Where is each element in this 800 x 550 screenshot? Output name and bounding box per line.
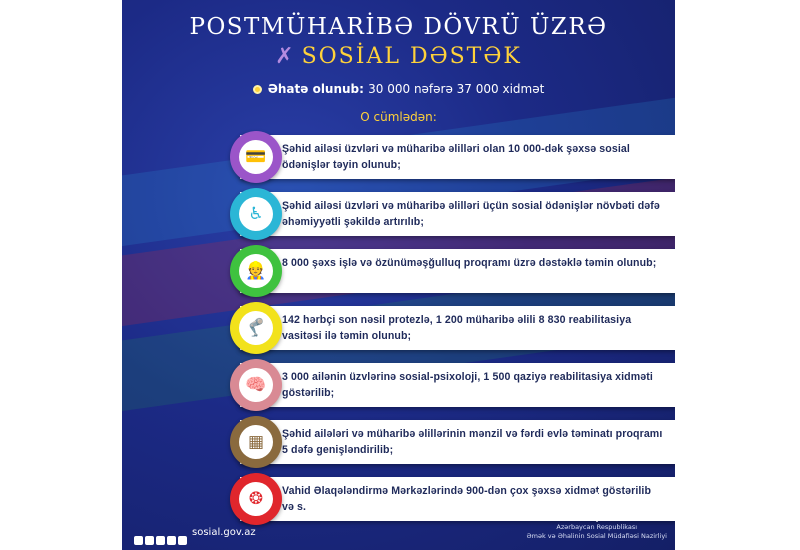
item-icon-badge [230,131,282,183]
list-item [240,363,675,407]
network-icon: ❂ [248,489,264,509]
coverage-line [122,82,675,96]
list-item [240,135,675,179]
prosthesis-icon: 🦿 [245,318,267,338]
ministry-name [527,523,667,541]
building-icon: ▦ [247,432,265,452]
item-icon-badge [230,473,282,525]
facebook-icon[interactable] [134,536,143,545]
list-item [240,192,675,236]
list-item-text: 8 000 şəxs işlə və özünüməşğulluq proqramı üzrə dəstəklə təmin olunub; [282,257,657,269]
ministry-line2: Əmək və Əhalinin Sosial Müdafiəsi Nazirliyi [526,532,667,540]
list-item-text: Şəhid ailələri və müharibə əlillərinin mənzil və fərdi evlə təminatı proqramı 5 dəfə genişləndirilib; [282,428,663,456]
list-item [240,249,675,293]
ministry-logo-icon [582,492,612,522]
item-icon-badge [230,245,282,297]
title-line2 [122,44,675,69]
list-item-text: 3 000 ailənin üzvlərinə sosial-psixoloji, 1 500 qaziyə reabilitasiya xidməti göstərilib; [282,371,653,399]
item-icon-badge [230,302,282,354]
list-item [240,420,675,464]
money-icon: 💳 [245,147,267,167]
item-icon-badge [230,188,282,240]
head-icon: 🧠 [245,375,267,395]
coverage-label: Əhatə olunub: [267,82,364,96]
wheelchair-icon: ♿ [248,204,264,224]
telegram-icon[interactable] [156,536,165,545]
instagram-icon[interactable] [145,536,154,545]
item-icon-badge [230,359,282,411]
social-icons [134,530,189,549]
title-line1: POSTMÜHARİBƏ DÖVRÜ ÜZRƏ [189,14,608,40]
ministry-line1: Azərbaycan Respublikası [556,523,638,531]
poster [122,0,675,550]
title-line2-text: SOSİAL DƏSTƏK [301,44,522,69]
site-link[interactable]: sosial.gov.az [192,527,256,538]
item-icon-badge [230,416,282,468]
list-item-text: Vahid Əlaqələndirmə Mərkəzlərində 900-dən çox şəxsə xidmət göstərilib və s. [282,485,652,513]
coverage-value: 30 000 nəfərə 37 000 xidmət [368,82,545,96]
ribbon-icon: ✗ [275,44,296,69]
youtube-icon[interactable] [178,536,187,545]
list-item-text: Şəhid ailəsi üzvləri və müharibə əlilləri olan 10 000-dək şəxsə sosial ödənişlər təyin olunub; [282,143,630,171]
bullet-icon [253,85,262,94]
subtitle: O cümlədən: [360,110,437,124]
list-item-text: Şəhid ailəsi üzvləri və müharibə əlilləri üçün sosial ödənişlər növbəti dəfə əhəmiyyətli şəkildə artırılıb; [282,200,660,228]
list-item [240,306,675,350]
worker-icon: 👷 [245,261,267,281]
twitter-icon[interactable] [167,536,176,545]
list-item-text: 142 hərbçi son nəsil protezlə, 1 200 müharibə əlili 8 830 reabilitasiya vasitəsi ilə təmin olunub; [282,314,632,342]
